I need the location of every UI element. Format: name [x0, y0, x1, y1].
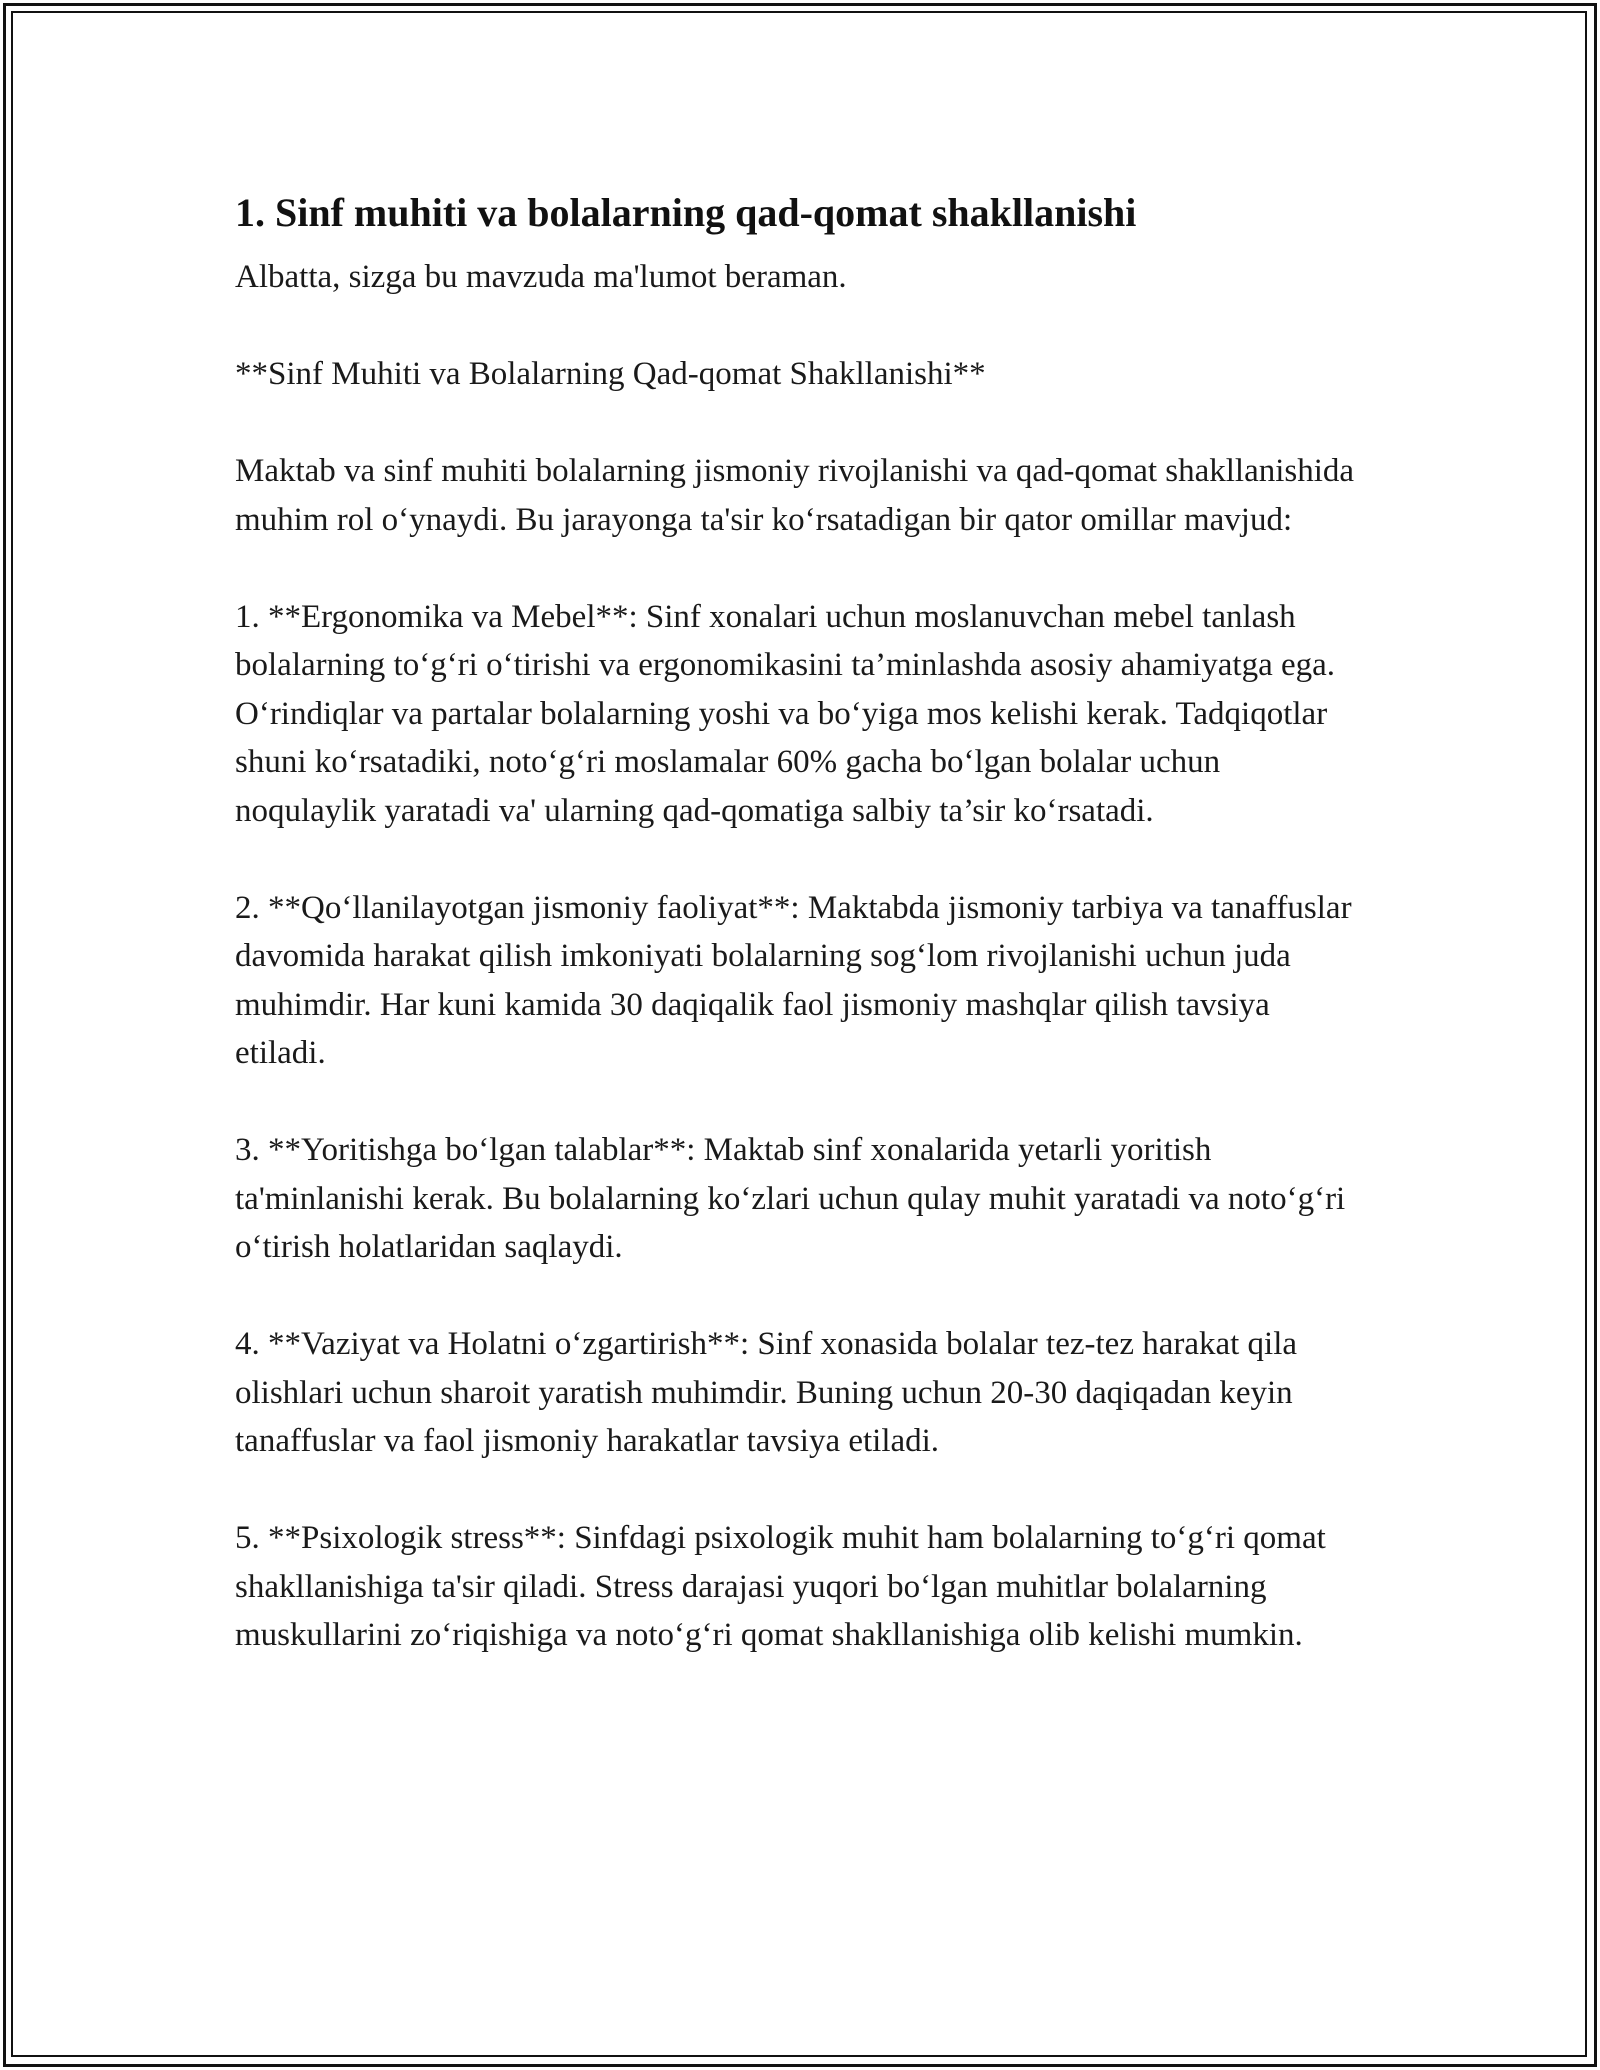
list-item-physical-activity: 2. **Qo‘llanilayotgan jismoniy faoliyat**: Maktabda jismoniy tarbiya va tanaffuslar davomida harakat qilish imkoniyati bolalarning sog‘lom rivojlanishi uchun juda muhimdir. Har kuni kamida 30 daqiqalik faol jismoniy mashqlar qilish tavsiya etiladi.: [235, 889, 1352, 1071]
section-heading-paragraph: **Sinf Muhiti va Bolalarning Qad-qomat Shakllanishi**: [235, 356, 986, 392]
list-item-psychological-stress: 5. **Psixologik stress**: Sinfdagi psixologik muhit ham bolalarning to‘g‘ri qomat shakllanishiga ta'sir qiladi. Stress darajasi yuqori bo‘lgan muhitlar bolalarning muskullarini zo‘riqishiga va noto‘g‘ri qomat shakllanishiga olib kelishi mumkin.: [235, 1520, 1326, 1653]
list-item-position-change: 4. **Vaziyat va Holatni o‘zgartirish**: Sinf xonasida bolalar tez-tez harakat qila olishlari uchun sharoit yaratish muhimdir. Buning uchun 20-30 daqiqadan keyin tanaffuslar va faol jismoniy harakatlar tavsiya etiladi.: [235, 1326, 1298, 1459]
list-item-ergonomics: 1. **Ergonomika va Mebel**: Sinf xonalari uchun moslanuvchan mebel tanlash bolalarning to‘g‘ri o‘tirishi va ergonomikasini ta’minlashda asosiy ahamiyatga ega. O‘rindiqlar va partalar bolalarning yoshi va bo‘yiga mos kelishi kerak. Tadqiqotlar shuni ko‘rsatadiki, noto‘g‘ri moslamalar 60% gacha bo‘lgan bolalar uchun noqulaylik yaratadi va' ularning qad-qomatiga salbiy ta’sir ko‘rsatadi.: [235, 598, 1336, 829]
document-title: 1. Sinf muhiti va bolalarning qad-qomat shakllanishi: [235, 190, 1137, 235]
intro-paragraph: Albatta, sizga bu mavzuda ma'lumot beraman.: [235, 259, 847, 295]
list-item-lighting: 3. **Yoritishga bo‘lgan talablar**: Maktab sinf xonalarida yetarli yoritish ta'minlanishi kerak. Bu bolalarning ko‘zlari uchun qulay muhit yaratadi va noto‘g‘ri o‘tirish holatlaridan saqlaydi.: [235, 1132, 1346, 1265]
overview-paragraph: Maktab va sinf muhiti bolalarning jismoniy rivojlanishi va qad-qomat shakllanishida muhim rol o‘ynaydi. Bu jarayonga ta'sir ko‘rsatadigan bir qator omillar mavjud:: [235, 453, 1355, 538]
document-body: [235, 185, 1365, 1708]
